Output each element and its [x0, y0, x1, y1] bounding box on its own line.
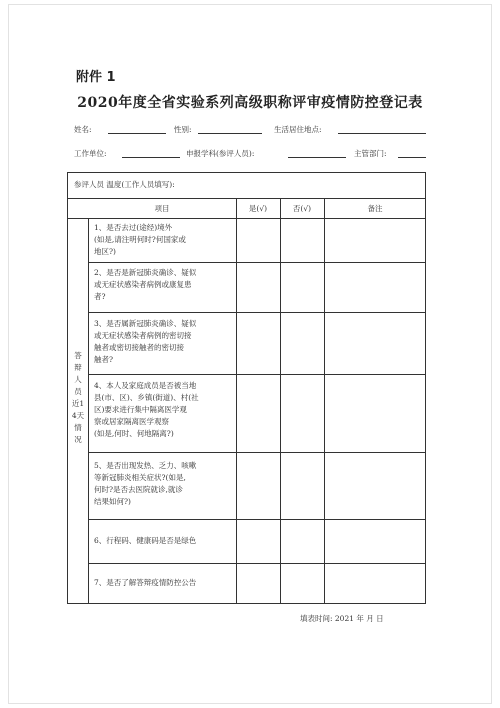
table-rule — [88, 218, 89, 604]
field-row-2 — [74, 148, 430, 162]
table-rule — [88, 519, 426, 520]
table-rule — [280, 198, 281, 604]
table-rule — [324, 198, 325, 604]
department-field[interactable] — [398, 157, 426, 158]
table-rule — [88, 452, 426, 453]
table-rule — [88, 262, 426, 263]
department-label: 主管部门: — [354, 149, 387, 158]
header-item: 项目 — [154, 204, 170, 213]
gender-field[interactable] — [198, 133, 262, 134]
discipline-field[interactable] — [288, 157, 346, 158]
table-rule — [88, 312, 426, 313]
table-rule — [67, 218, 426, 219]
residence-field[interactable] — [338, 133, 426, 134]
list-item: 7、是否了解答辩疫情防控公告 — [94, 578, 197, 587]
residence-label: 生活居住地点: — [274, 125, 322, 134]
document-title: 2020年度全省实验系列高级职称评审疫情防控登记表 — [77, 95, 423, 111]
header-yes: 是(√) — [248, 204, 268, 213]
table-rule — [88, 563, 426, 564]
list-item: 1、是否去过(途经)境外 (如是,请注明何时?何国家或 地区?) — [94, 223, 186, 256]
attachment-label: 附件 1 — [76, 70, 116, 85]
fill-time: 填表时间: 2021 年 月 日 — [300, 614, 384, 623]
header-remark: 备注 — [367, 204, 383, 213]
list-item: 4、本人及家庭成员是否被当地 县(市、区)、乡镇(街道)、村(社 区)要求进行集中隔离医学观 察或居家隔离医学观察 (如是,何时、何地隔离?) — [94, 381, 199, 438]
field-row-1 — [74, 124, 430, 138]
gender-label: 性别: — [174, 125, 192, 134]
intro-row: 参评人员 温度(工作人员填写): — [74, 180, 175, 189]
list-item: 2、是否是新冠肺炎确诊、疑似 或无症状感染者病例或康复患 者? — [94, 268, 197, 301]
name-label: 姓名: — [74, 125, 92, 134]
name-field[interactable] — [108, 133, 166, 134]
discipline-label: 申报学科(参评人员): — [186, 149, 255, 158]
side-label: 答辩人员近14天情况 — [71, 351, 85, 444]
table-rule — [236, 198, 237, 604]
list-item: 5、是否出现发热、乏力、咳嗽 等新冠肺炎相关症状?(如是, 何时?是否去医院就诊,就诊 结果如何?) — [94, 461, 197, 506]
list-item: 6、行程码、健康码是否是绿色 — [94, 536, 197, 545]
table-rule — [88, 374, 426, 375]
workplace-field[interactable] — [122, 157, 180, 158]
table-rule — [67, 198, 426, 199]
list-item: 3、是否属新冠肺炎确诊、疑似 或无症状感染者病例的密切接 触者或密切接触者的密切接 触者? — [94, 319, 197, 364]
workplace-label: 工作单位: — [74, 149, 107, 158]
header-no: 否(√) — [292, 204, 312, 213]
